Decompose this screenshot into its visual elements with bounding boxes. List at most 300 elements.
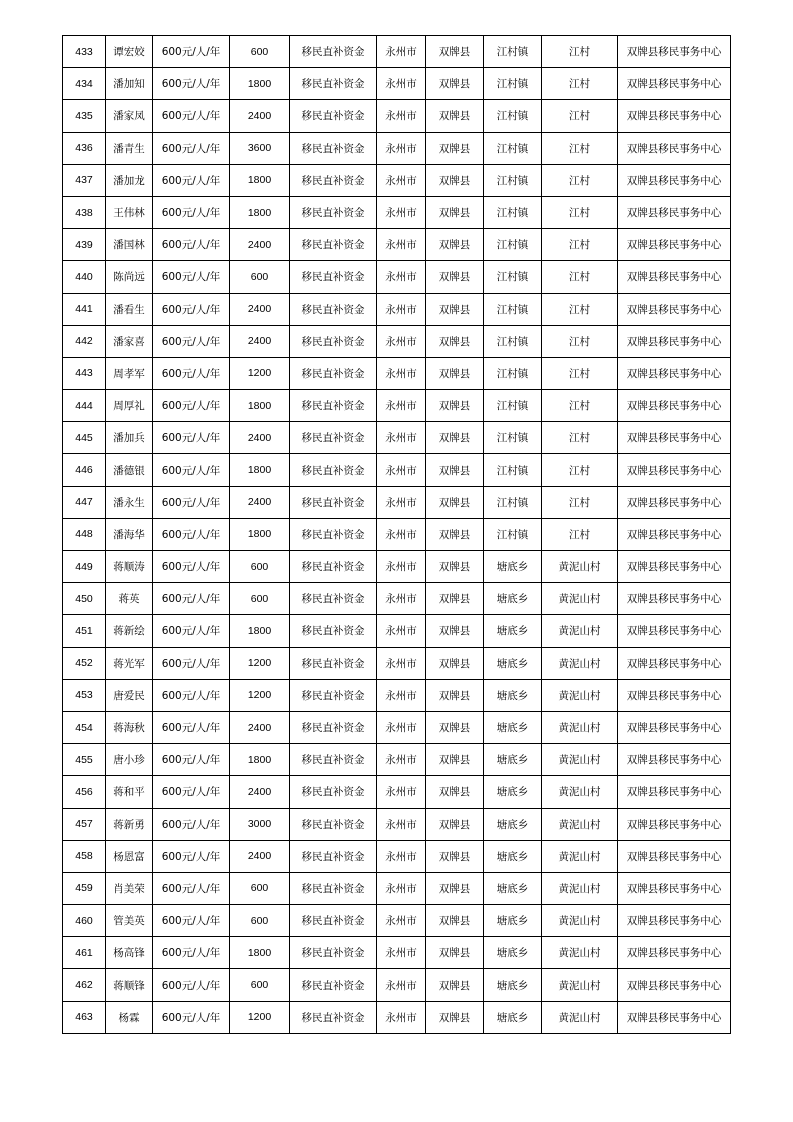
subsidy-standard-cell: 600元/人/年 [153, 840, 230, 872]
subsidy-standard-cell: 600元/人/年 [153, 808, 230, 840]
issuing-agency-cell: 双牌县移民事务中心 [618, 808, 731, 840]
county-cell: 双牌县 [426, 840, 484, 872]
table-row [63, 325, 731, 357]
recipient-name-cell: 潘看生 [106, 293, 153, 325]
county-cell: 双牌县 [426, 872, 484, 904]
subsidy-standard-cell: 600元/人/年 [153, 196, 230, 228]
row-number-cell: 437 [63, 164, 106, 196]
village-cell: 江村 [542, 68, 618, 100]
subsidy-standard-cell: 600元/人/年 [153, 293, 230, 325]
subsidy-amount-cell: 600 [230, 261, 290, 293]
recipient-name-cell: 蒋海秋 [106, 711, 153, 743]
fund-type-cell: 移民直补资金 [290, 68, 377, 100]
village-cell: 黄泥山村 [542, 937, 618, 969]
issuing-agency-cell: 双牌县移民事务中心 [618, 969, 731, 1001]
recipient-name-cell: 潘海华 [106, 518, 153, 550]
row-number-cell: 440 [63, 261, 106, 293]
issuing-agency-cell: 双牌县移民事务中心 [618, 905, 731, 937]
county-cell: 双牌县 [426, 132, 484, 164]
fund-type-cell: 移民直补资金 [290, 196, 377, 228]
township-cell: 塘底乡 [484, 711, 542, 743]
subsidy-amount-cell: 600 [230, 36, 290, 68]
township-cell: 塘底乡 [484, 872, 542, 904]
county-cell: 双牌县 [426, 679, 484, 711]
subsidy-standard-cell: 600元/人/年 [153, 679, 230, 711]
recipient-name-cell: 潘国林 [106, 229, 153, 261]
fund-type-cell: 移民直补资金 [290, 969, 377, 1001]
county-cell: 双牌县 [426, 615, 484, 647]
fund-type-cell: 移民直补资金 [290, 357, 377, 389]
table-row [63, 711, 731, 743]
table-row [63, 454, 731, 486]
recipient-name-cell: 潘德银 [106, 454, 153, 486]
township-cell: 塘底乡 [484, 551, 542, 583]
issuing-agency-cell: 双牌县移民事务中心 [618, 518, 731, 550]
issuing-agency-cell: 双牌县移民事务中心 [618, 872, 731, 904]
row-number-cell: 441 [63, 293, 106, 325]
fund-type-cell: 移民直补资金 [290, 1001, 377, 1033]
county-cell: 双牌县 [426, 261, 484, 293]
row-number-cell: 455 [63, 744, 106, 776]
row-number-cell: 452 [63, 647, 106, 679]
subsidy-standard-cell: 600元/人/年 [153, 486, 230, 518]
subsidy-amount-cell: 1200 [230, 647, 290, 679]
issuing-agency-cell: 双牌县移民事务中心 [618, 100, 731, 132]
subsidy-standard-cell: 600元/人/年 [153, 357, 230, 389]
fund-type-cell: 移民直补资金 [290, 872, 377, 904]
village-cell: 江村 [542, 36, 618, 68]
subsidy-standard-cell: 600元/人/年 [153, 261, 230, 293]
recipient-name-cell: 蒋英 [106, 583, 153, 615]
subsidy-standard-cell: 600元/人/年 [153, 390, 230, 422]
recipient-name-cell: 杨霖 [106, 1001, 153, 1033]
township-cell: 塘底乡 [484, 808, 542, 840]
row-number-cell: 458 [63, 840, 106, 872]
row-number-cell: 443 [63, 357, 106, 389]
table-row [63, 840, 731, 872]
subsidy-standard-cell: 600元/人/年 [153, 164, 230, 196]
city-cell: 永州市 [377, 68, 426, 100]
subsidy-standard-cell: 600元/人/年 [153, 36, 230, 68]
fund-type-cell: 移民直补资金 [290, 583, 377, 615]
village-cell: 黄泥山村 [542, 679, 618, 711]
subsidy-amount-cell: 2400 [230, 711, 290, 743]
township-cell: 江村镇 [484, 486, 542, 518]
village-cell: 江村 [542, 422, 618, 454]
fund-type-cell: 移民直补资金 [290, 647, 377, 679]
county-cell: 双牌县 [426, 100, 484, 132]
fund-type-cell: 移民直补资金 [290, 261, 377, 293]
fund-type-cell: 移民直补资金 [290, 679, 377, 711]
city-cell: 永州市 [377, 872, 426, 904]
county-cell: 双牌县 [426, 390, 484, 422]
county-cell: 双牌县 [426, 808, 484, 840]
fund-type-cell: 移民直补资金 [290, 390, 377, 422]
issuing-agency-cell: 双牌县移民事务中心 [618, 937, 731, 969]
city-cell: 永州市 [377, 390, 426, 422]
village-cell: 黄泥山村 [542, 905, 618, 937]
township-cell: 江村镇 [484, 518, 542, 550]
subsidy-amount-cell: 2400 [230, 422, 290, 454]
city-cell: 永州市 [377, 647, 426, 679]
village-cell: 黄泥山村 [542, 776, 618, 808]
village-cell: 江村 [542, 357, 618, 389]
row-number-cell: 459 [63, 872, 106, 904]
village-cell: 江村 [542, 261, 618, 293]
fund-type-cell: 移民直补资金 [290, 615, 377, 647]
subsidy-amount-cell: 2400 [230, 100, 290, 132]
issuing-agency-cell: 双牌县移民事务中心 [618, 68, 731, 100]
row-number-cell: 434 [63, 68, 106, 100]
township-cell: 江村镇 [484, 132, 542, 164]
row-number-cell: 462 [63, 969, 106, 1001]
subsidy-standard-cell: 600元/人/年 [153, 229, 230, 261]
subsidy-standard-cell: 600元/人/年 [153, 132, 230, 164]
table-row [63, 261, 731, 293]
row-number-cell: 442 [63, 325, 106, 357]
county-cell: 双牌县 [426, 486, 484, 518]
row-number-cell: 456 [63, 776, 106, 808]
subsidy-amount-cell: 1800 [230, 937, 290, 969]
fund-type-cell: 移民直补资金 [290, 518, 377, 550]
county-cell: 双牌县 [426, 969, 484, 1001]
row-number-cell: 454 [63, 711, 106, 743]
table-row [63, 164, 731, 196]
issuing-agency-cell: 双牌县移民事务中心 [618, 679, 731, 711]
fund-type-cell: 移民直补资金 [290, 132, 377, 164]
row-number-cell: 448 [63, 518, 106, 550]
county-cell: 双牌县 [426, 422, 484, 454]
recipient-name-cell: 蒋顺涛 [106, 551, 153, 583]
village-cell: 黄泥山村 [542, 744, 618, 776]
village-cell: 江村 [542, 132, 618, 164]
township-cell: 塘底乡 [484, 840, 542, 872]
township-cell: 塘底乡 [484, 969, 542, 1001]
subsidy-amount-cell: 1800 [230, 454, 290, 486]
table-row [63, 196, 731, 228]
county-cell: 双牌县 [426, 325, 484, 357]
township-cell: 塘底乡 [484, 647, 542, 679]
subsidy-standard-cell: 600元/人/年 [153, 615, 230, 647]
city-cell: 永州市 [377, 840, 426, 872]
table-row [63, 229, 731, 261]
subsidy-amount-cell: 1800 [230, 196, 290, 228]
row-number-cell: 438 [63, 196, 106, 228]
subsidy-standard-cell: 600元/人/年 [153, 518, 230, 550]
fund-type-cell: 移民直补资金 [290, 551, 377, 583]
township-cell: 塘底乡 [484, 937, 542, 969]
issuing-agency-cell: 双牌县移民事务中心 [618, 325, 731, 357]
table-row [63, 872, 731, 904]
issuing-agency-cell: 双牌县移民事务中心 [618, 357, 731, 389]
table-row [63, 36, 731, 68]
issuing-agency-cell: 双牌县移民事务中心 [618, 454, 731, 486]
issuing-agency-cell: 双牌县移民事务中心 [618, 840, 731, 872]
recipient-name-cell: 杨高锋 [106, 937, 153, 969]
row-number-cell: 457 [63, 808, 106, 840]
county-cell: 双牌县 [426, 583, 484, 615]
table-row [63, 518, 731, 550]
fund-type-cell: 移民直补资金 [290, 454, 377, 486]
village-cell: 江村 [542, 390, 618, 422]
row-number-cell: 433 [63, 36, 106, 68]
fund-type-cell: 移民直补资金 [290, 325, 377, 357]
subsidy-standard-cell: 600元/人/年 [153, 551, 230, 583]
village-cell: 黄泥山村 [542, 711, 618, 743]
recipient-name-cell: 潘加龙 [106, 164, 153, 196]
recipient-name-cell: 蒋新勇 [106, 808, 153, 840]
subsidy-amount-cell: 2400 [230, 840, 290, 872]
township-cell: 塘底乡 [484, 615, 542, 647]
township-cell: 江村镇 [484, 36, 542, 68]
subsidy-amount-cell: 2400 [230, 776, 290, 808]
township-cell: 江村镇 [484, 100, 542, 132]
township-cell: 江村镇 [484, 325, 542, 357]
table-row [63, 422, 731, 454]
recipient-name-cell: 杨恩富 [106, 840, 153, 872]
county-cell: 双牌县 [426, 68, 484, 100]
city-cell: 永州市 [377, 905, 426, 937]
county-cell: 双牌县 [426, 454, 484, 486]
village-cell: 黄泥山村 [542, 583, 618, 615]
subsidy-amount-cell: 1800 [230, 615, 290, 647]
township-cell: 江村镇 [484, 454, 542, 486]
city-cell: 永州市 [377, 518, 426, 550]
subsidy-amount-cell: 600 [230, 969, 290, 1001]
row-number-cell: 449 [63, 551, 106, 583]
village-cell: 黄泥山村 [542, 872, 618, 904]
issuing-agency-cell: 双牌县移民事务中心 [618, 744, 731, 776]
township-cell: 江村镇 [484, 68, 542, 100]
recipient-name-cell: 潘加兵 [106, 422, 153, 454]
recipient-name-cell: 周孝军 [106, 357, 153, 389]
subsidy-amount-cell: 3000 [230, 808, 290, 840]
recipient-name-cell: 管美英 [106, 905, 153, 937]
county-cell: 双牌县 [426, 744, 484, 776]
issuing-agency-cell: 双牌县移民事务中心 [618, 36, 731, 68]
county-cell: 双牌县 [426, 518, 484, 550]
table-row [63, 776, 731, 808]
table-row [63, 615, 731, 647]
subsidy-standard-cell: 600元/人/年 [153, 872, 230, 904]
subsidy-amount-cell: 1800 [230, 164, 290, 196]
village-cell: 江村 [542, 229, 618, 261]
subsidy-amount-cell: 1200 [230, 679, 290, 711]
table-row [63, 583, 731, 615]
table-row [63, 808, 731, 840]
subsidy-standard-cell: 600元/人/年 [153, 937, 230, 969]
township-cell: 塘底乡 [484, 679, 542, 711]
city-cell: 永州市 [377, 615, 426, 647]
fund-type-cell: 移民直补资金 [290, 100, 377, 132]
recipient-name-cell: 潘家喜 [106, 325, 153, 357]
township-cell: 塘底乡 [484, 776, 542, 808]
subsidy-amount-cell: 1200 [230, 357, 290, 389]
fund-type-cell: 移民直补资金 [290, 486, 377, 518]
issuing-agency-cell: 双牌县移民事务中心 [618, 293, 731, 325]
township-cell: 塘底乡 [484, 583, 542, 615]
issuing-agency-cell: 双牌县移民事务中心 [618, 164, 731, 196]
subsidy-standard-cell: 600元/人/年 [153, 454, 230, 486]
subsidy-standard-cell: 600元/人/年 [153, 583, 230, 615]
village-cell: 江村 [542, 325, 618, 357]
village-cell: 江村 [542, 518, 618, 550]
city-cell: 永州市 [377, 776, 426, 808]
recipient-name-cell: 潘永生 [106, 486, 153, 518]
table-row [63, 551, 731, 583]
subsidy-standard-cell: 600元/人/年 [153, 905, 230, 937]
county-cell: 双牌县 [426, 1001, 484, 1033]
subsidy-amount-cell: 2400 [230, 325, 290, 357]
issuing-agency-cell: 双牌县移民事务中心 [618, 583, 731, 615]
recipient-name-cell: 肖美荣 [106, 872, 153, 904]
recipient-name-cell: 唐小珍 [106, 744, 153, 776]
row-number-cell: 444 [63, 390, 106, 422]
fund-type-cell: 移民直补资金 [290, 744, 377, 776]
county-cell: 双牌县 [426, 905, 484, 937]
table-row [63, 293, 731, 325]
subsidy-standard-cell: 600元/人/年 [153, 776, 230, 808]
subsidy-standard-cell: 600元/人/年 [153, 325, 230, 357]
fund-type-cell: 移民直补资金 [290, 808, 377, 840]
township-cell: 江村镇 [484, 422, 542, 454]
city-cell: 永州市 [377, 325, 426, 357]
table-row [63, 969, 731, 1001]
village-cell: 黄泥山村 [542, 808, 618, 840]
row-number-cell: 453 [63, 679, 106, 711]
row-number-cell: 450 [63, 583, 106, 615]
table-row [63, 390, 731, 422]
subsidy-amount-cell: 1800 [230, 68, 290, 100]
city-cell: 永州市 [377, 164, 426, 196]
subsidy-standard-cell: 600元/人/年 [153, 68, 230, 100]
fund-type-cell: 移民直补资金 [290, 164, 377, 196]
issuing-agency-cell: 双牌县移民事务中心 [618, 229, 731, 261]
city-cell: 永州市 [377, 808, 426, 840]
village-cell: 黄泥山村 [542, 615, 618, 647]
subsidy-amount-cell: 3600 [230, 132, 290, 164]
fund-type-cell: 移民直补资金 [290, 229, 377, 261]
fund-type-cell: 移民直补资金 [290, 840, 377, 872]
row-number-cell: 439 [63, 229, 106, 261]
township-cell: 塘底乡 [484, 1001, 542, 1033]
issuing-agency-cell: 双牌县移民事务中心 [618, 486, 731, 518]
village-cell: 黄泥山村 [542, 840, 618, 872]
fund-type-cell: 移民直补资金 [290, 937, 377, 969]
table-row [63, 905, 731, 937]
recipient-name-cell: 蒋新绘 [106, 615, 153, 647]
row-number-cell: 436 [63, 132, 106, 164]
table-row [63, 647, 731, 679]
township-cell: 江村镇 [484, 293, 542, 325]
county-cell: 双牌县 [426, 196, 484, 228]
table-row [63, 679, 731, 711]
village-cell: 黄泥山村 [542, 1001, 618, 1033]
table-row [63, 1001, 731, 1033]
table-row [63, 132, 731, 164]
issuing-agency-cell: 双牌县移民事务中心 [618, 132, 731, 164]
table-row [63, 68, 731, 100]
subsidy-amount-cell: 600 [230, 872, 290, 904]
fund-type-cell: 移民直补资金 [290, 293, 377, 325]
county-cell: 双牌县 [426, 293, 484, 325]
subsidy-amount-cell: 1800 [230, 518, 290, 550]
city-cell: 永州市 [377, 1001, 426, 1033]
table-row [63, 937, 731, 969]
village-cell: 江村 [542, 196, 618, 228]
city-cell: 永州市 [377, 711, 426, 743]
fund-type-cell: 移民直补资金 [290, 711, 377, 743]
subsidy-amount-cell: 600 [230, 551, 290, 583]
subsidy-amount-cell: 600 [230, 905, 290, 937]
fund-type-cell: 移民直补资金 [290, 422, 377, 454]
subsidy-standard-cell: 600元/人/年 [153, 647, 230, 679]
recipient-name-cell: 陈尚远 [106, 261, 153, 293]
city-cell: 永州市 [377, 132, 426, 164]
row-number-cell: 435 [63, 100, 106, 132]
county-cell: 双牌县 [426, 776, 484, 808]
subsidy-amount-cell: 600 [230, 583, 290, 615]
township-cell: 江村镇 [484, 196, 542, 228]
township-cell: 江村镇 [484, 390, 542, 422]
recipient-name-cell: 蒋和平 [106, 776, 153, 808]
row-number-cell: 445 [63, 422, 106, 454]
row-number-cell: 460 [63, 905, 106, 937]
city-cell: 永州市 [377, 551, 426, 583]
township-cell: 江村镇 [484, 357, 542, 389]
recipient-name-cell: 周厚礼 [106, 390, 153, 422]
subsidy-amount-cell: 2400 [230, 229, 290, 261]
fund-type-cell: 移民直补资金 [290, 36, 377, 68]
fund-type-cell: 移民直补资金 [290, 905, 377, 937]
county-cell: 双牌县 [426, 36, 484, 68]
county-cell: 双牌县 [426, 164, 484, 196]
city-cell: 永州市 [377, 229, 426, 261]
city-cell: 永州市 [377, 196, 426, 228]
city-cell: 永州市 [377, 486, 426, 518]
subsidy-standard-cell: 600元/人/年 [153, 969, 230, 1001]
subsidy-standard-cell: 600元/人/年 [153, 100, 230, 132]
township-cell: 塘底乡 [484, 744, 542, 776]
subsidy-amount-cell: 1800 [230, 744, 290, 776]
row-number-cell: 447 [63, 486, 106, 518]
recipient-name-cell: 潘加知 [106, 68, 153, 100]
village-cell: 江村 [542, 164, 618, 196]
village-cell: 黄泥山村 [542, 551, 618, 583]
county-cell: 双牌县 [426, 357, 484, 389]
county-cell: 双牌县 [426, 937, 484, 969]
city-cell: 永州市 [377, 422, 426, 454]
subsidy-standard-cell: 600元/人/年 [153, 422, 230, 454]
table-row [63, 486, 731, 518]
subsidy-standard-cell: 600元/人/年 [153, 1001, 230, 1033]
subsidy-amount-cell: 1800 [230, 390, 290, 422]
city-cell: 永州市 [377, 679, 426, 711]
city-cell: 永州市 [377, 454, 426, 486]
city-cell: 永州市 [377, 583, 426, 615]
row-number-cell: 461 [63, 937, 106, 969]
table-row [63, 100, 731, 132]
subsidy-table [62, 35, 731, 1034]
city-cell: 永州市 [377, 36, 426, 68]
recipient-name-cell: 潘家凤 [106, 100, 153, 132]
township-cell: 塘底乡 [484, 905, 542, 937]
city-cell: 永州市 [377, 969, 426, 1001]
city-cell: 永州市 [377, 293, 426, 325]
recipient-name-cell: 王伟林 [106, 196, 153, 228]
village-cell: 黄泥山村 [542, 969, 618, 1001]
village-cell: 江村 [542, 486, 618, 518]
